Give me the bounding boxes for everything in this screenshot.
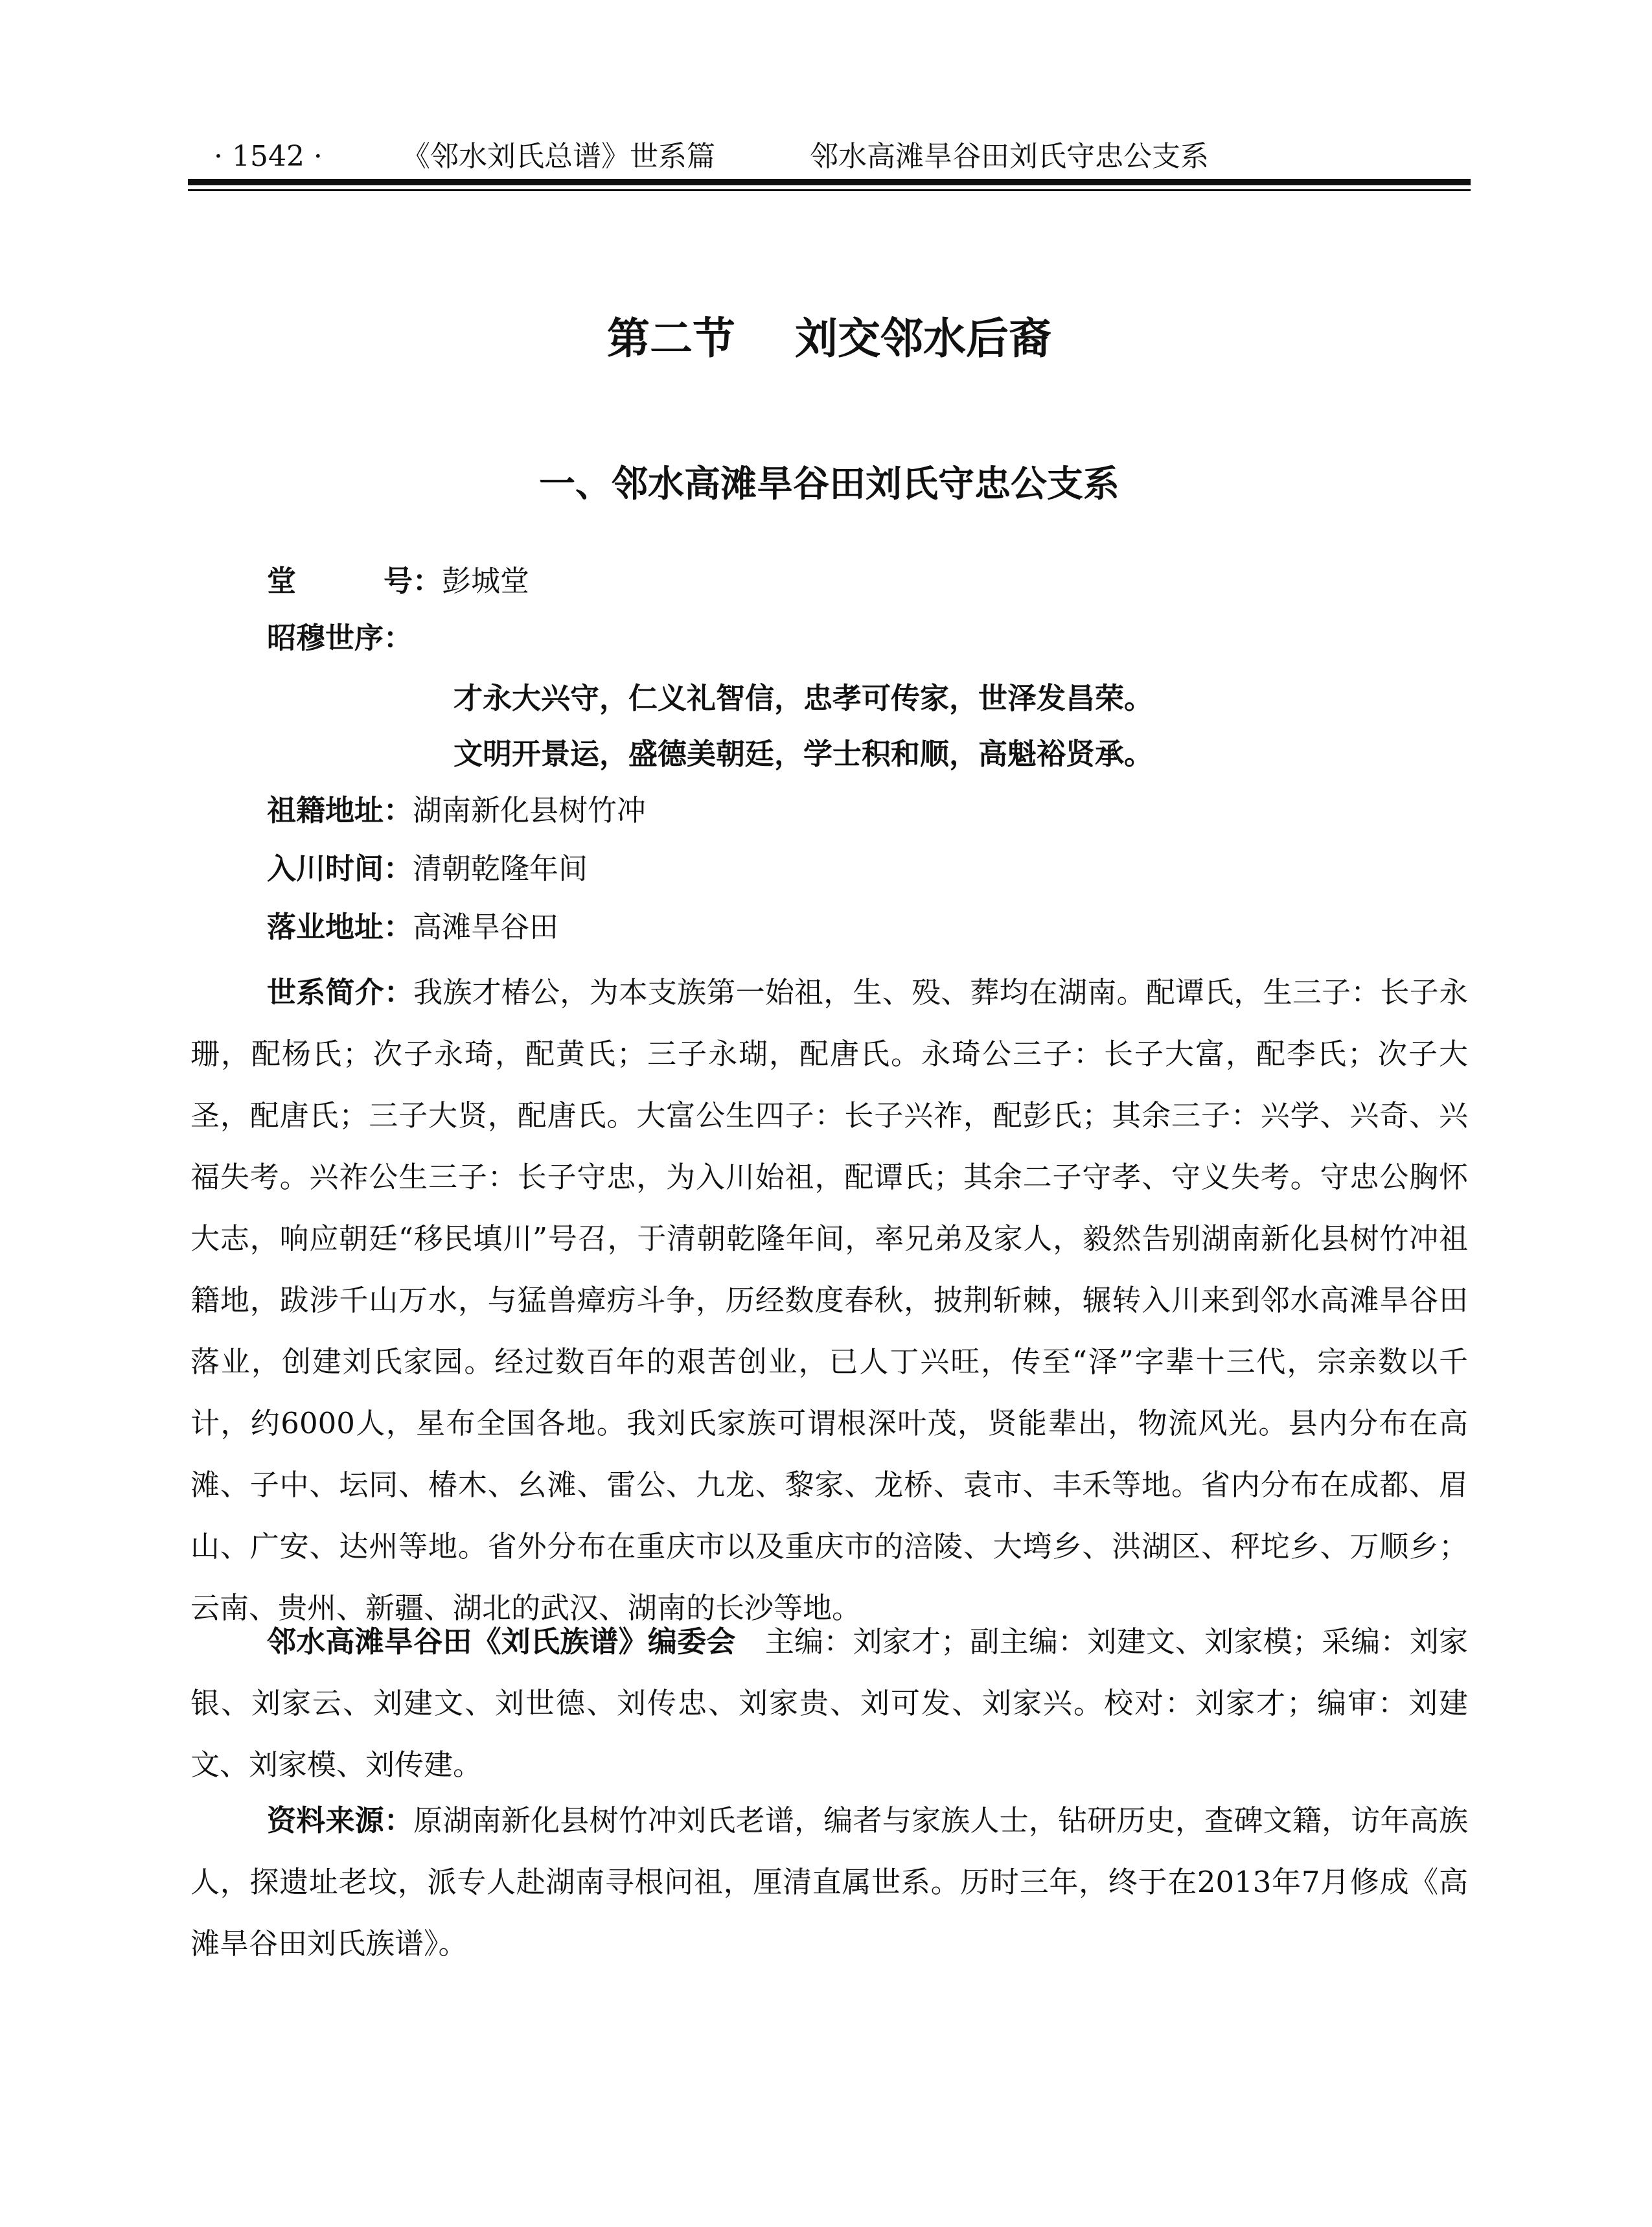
book-title: 《邻水刘氏总谱》世系篇	[402, 140, 715, 173]
intro-paragraph: 世系简介：我族才椿公，为本支族第一始祖，生、殁、葬均在湖南。配谭氏，生三子：长子永珊，配杨氏；次子永琦，配黄氏；三子永瑚，配唐氏。永琦公三子：长子大富，配李氏；次子大圣，配唐氏；三子大贤，配唐氏。大富公生四子：长子兴祚，配彭氏；其余三子：兴学、兴奇、兴福失考。兴祚公生三子：长子守忠，为入川始祖，配谭氏；其余二子守孝、守义失考。守忠公胸怀大志，响应朝廷“移民填川”号召，于清朝乾隆年间，率兄弟及家人，毅然告别湖南新化县树竹冲祖籍地，跋涉千山万水，与猛兽瘴疠斗争，历经数度春秋，披荆斩棘，辗转入川来到邻水高滩旱谷田落业，创建刘氏家园。经过数百年的艰苦创业，已人丁兴旺，传至“泽”字辈十三代，宗亲数以千计，约6000人，星布全国各地。我刘氏家族可谓根深叶茂，贤能辈出，物流风光。县内分布在高滩、子中、坛同、椿木、幺滩、雷公、九龙、黎家、龙桥、袁市、丰禾等地。省内分布在成都、眉山、广安、达州等地。省外分布在重庆市以及重庆市的涪陵、大塆乡、洪湖区、秤坨乡、万顺乡；云南、贵州、新疆、湖北的武汉、湖南的长沙等地。	[190, 975, 1468, 1625]
generation-poem-line-2: 文明开景运，盛德美朝廷，学士积和顺，高魁裕贤承。	[453, 737, 1154, 771]
entry-time-field: 入川时间：清朝乾隆年间	[267, 851, 588, 886]
ancestral-home-field: 祖籍地址：湖南新化县树竹冲	[267, 793, 647, 827]
committee-label: 邻水高滩旱谷田《刘氏族谱》编委会	[267, 1624, 736, 1659]
hall-name-label: 堂号	[267, 564, 413, 598]
branch-title: 邻水高滩旱谷田刘氏守忠公支系	[810, 140, 1209, 173]
intro-label: 世系简介	[267, 975, 384, 1010]
header-rule-thick	[188, 179, 1471, 185]
section-title: 第二节 刘交邻水后裔	[607, 314, 1051, 363]
committee-paragraph	[190, 1611, 1468, 1795]
sources-label: 资料来源	[267, 1803, 384, 1838]
entry-time-label: 入川时间	[267, 851, 384, 886]
sub-title: 一、邻水高滩旱谷田刘氏守忠公支系	[539, 463, 1119, 505]
settlement-label: 落业地址	[267, 910, 384, 944]
page-number: · 1542 ·	[214, 140, 323, 173]
hall-name-value: 彭城堂	[442, 564, 530, 598]
ancestral-home-value: 湖南新化县树竹冲	[413, 793, 647, 827]
intro-text: 我族才椿公，为本支族第一始祖，生、殁、葬均在湖南。配谭氏，生三子：长子永珊，配杨氏；次子永琦，配黄氏；三子永瑚，配唐氏。永琦公三子：长子大富，配李氏；次子大圣，配唐氏；三子大贤，配唐氏。大富公生四子：长子兴祚，配彭氏；其余三子：兴学、兴奇、兴福失考。兴祚公生三子：长子守忠，为入川始祖，配谭氏；其余二子守孝、守义失考。守忠公胸怀大志，响应朝廷“移民填川”号召，于清朝乾隆年间，率兄弟及家人，毅然告别湖南新化县树竹冲祖籍地，跋涉千山万水，与猛兽瘴疠斗争，历经数度春秋，披荆斩棘，辗转入川来到邻水高滩旱谷田落业，创建刘氏家园。经过数百年的艰苦创业，已人丁兴旺，传至“泽”字辈十三代，宗亲数以千计，约6000人，星布全国各地。我刘氏家族可谓根深叶茂，贤能辈出，物流风光。县内分布在高滩、子中、坛同、椿木、幺滩、雷公、九龙、黎家、龙桥、袁市、丰禾等地。省内分布在成都、眉山、广安、达州等地。省外分布在重庆市以及重庆市的涪陵、大塆乡、洪湖区、秤坨乡、万顺乡；云南、贵州、新疆、湖北的武汉、湖南的长沙等地。	[190, 975, 1468, 1625]
hall-name-field: 堂号：彭城堂	[267, 559, 529, 604]
sources-text: 原湖南新化县树竹冲刘氏老谱，编者与家族人士，钻研历史，查碑文籍，访年高族人，探遗址老坟，派专人赴湖南寻根问祖，厘清直属世系。历时三年，终于在2013年7月修成《高滩旱谷田刘氏族谱》。	[190, 1803, 1468, 1961]
ancestral-home-label: 祖籍地址	[267, 793, 384, 827]
settlement-field: 落业地址：高滩旱谷田	[267, 910, 559, 944]
generation-poem-line-1: 才永大兴守，仁义礼智信，忠孝可传家，世泽发昌荣。	[453, 681, 1154, 715]
generation-order-label: 昭穆世序	[267, 621, 384, 655]
entry-time-value: 清朝乾隆年间	[413, 851, 588, 886]
settlement-value: 高滩旱谷田	[413, 910, 559, 944]
page-header	[188, 137, 1471, 176]
header-rule-thin	[188, 189, 1471, 191]
generation-order-field: 昭穆世序：	[267, 621, 413, 655]
sources-paragraph: 资料来源：原湖南新化县树竹冲刘氏老谱，编者与家族人士，钻研历史，查碑文籍，访年高族人，探遗址老坟，派专人赴湖南寻根问祖，厘清直属世系。历时三年，终于在2013年7月修成《高滩旱谷田刘氏族谱》。	[190, 1803, 1468, 1961]
committee-text: 主编：刘家才；副主编：刘建文、刘家模；采编：刘家银、刘家云、刘建文、刘世德、刘传忠、刘家贵、刘可发、刘家兴。校对：刘家才；编审：刘建文、刘家模、刘传建。	[190, 1624, 1468, 1782]
